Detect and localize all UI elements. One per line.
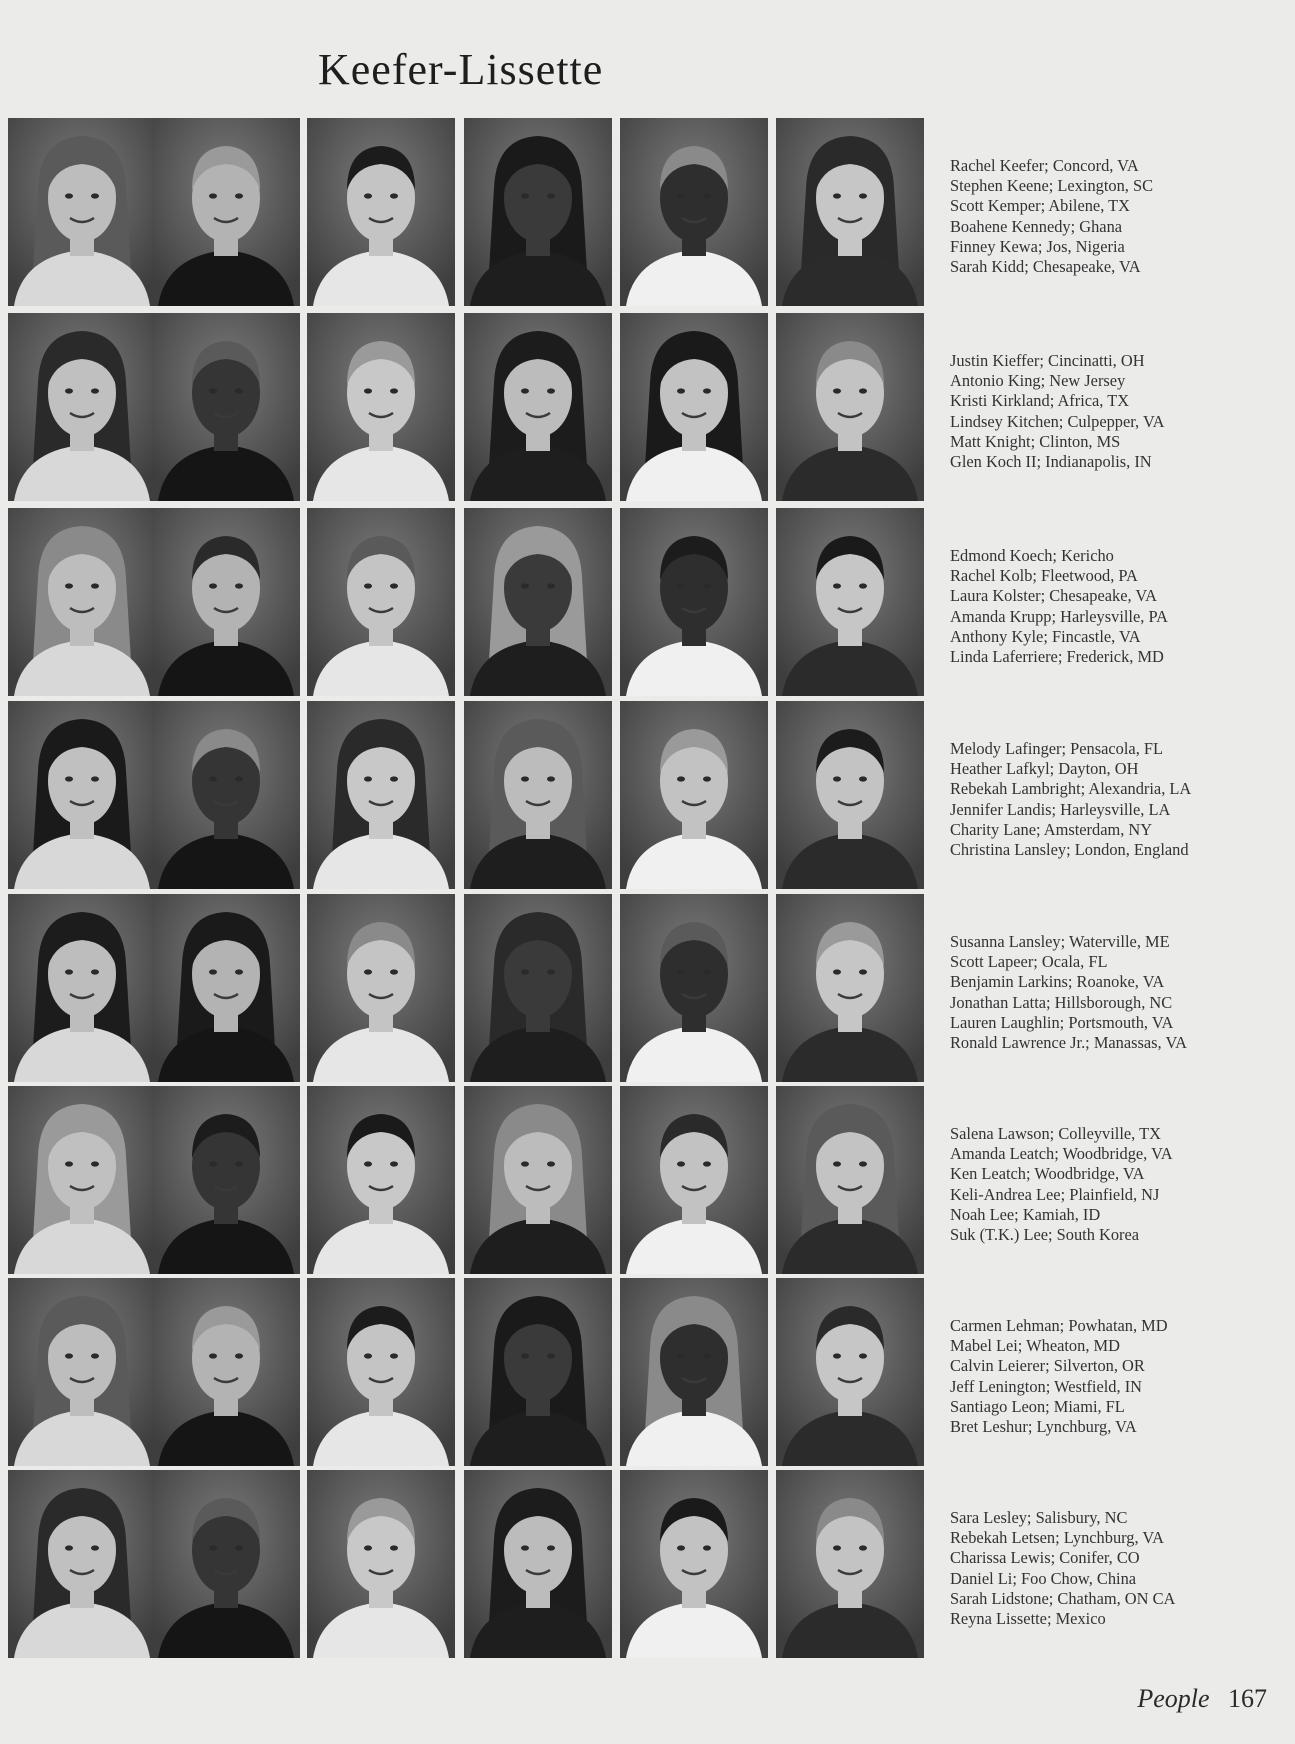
portrait-photo — [307, 894, 455, 1082]
portrait-row — [0, 508, 1295, 696]
caption-line: Rebekah Lambright; Alexandria, LA — [950, 779, 1192, 799]
caption-line: Lindsey Kitchen; Culpepper, VA — [950, 411, 1165, 431]
caption-line: Sarah Kidd; Chesapeake, VA — [950, 257, 1141, 277]
caption-line: Amanda Leatch; Woodbridge, VA — [950, 1144, 1173, 1164]
caption-block — [950, 932, 1187, 1053]
portrait-photo — [8, 1470, 156, 1658]
caption-block — [950, 1316, 1168, 1437]
portrait-photo — [152, 894, 300, 1082]
caption-line: Heather Lafkyl; Dayton, OH — [950, 759, 1139, 779]
portrait-photo — [152, 1086, 300, 1274]
portrait-photo — [620, 508, 768, 696]
portrait-photo — [8, 894, 156, 1082]
portrait-photo — [776, 1470, 924, 1658]
portrait-photo — [307, 1278, 455, 1466]
portrait-photo — [776, 313, 924, 501]
footer-section: People — [1137, 1684, 1210, 1713]
caption-block — [950, 546, 1168, 667]
portrait-photo — [8, 313, 156, 501]
portrait-photo — [307, 1086, 455, 1274]
caption-block — [950, 351, 1165, 472]
portrait-photo — [776, 1086, 924, 1274]
caption-line: Laura Kolster; Chesapeake, VA — [950, 586, 1157, 606]
portrait-photo — [152, 1278, 300, 1466]
portrait-photo — [307, 701, 455, 889]
portrait-photo — [464, 118, 612, 306]
caption-block — [950, 1508, 1175, 1629]
caption-line: Matt Knight; Clinton, MS — [950, 431, 1121, 451]
portrait-photo — [620, 1278, 768, 1466]
caption-block — [950, 1124, 1173, 1245]
portrait-photo — [464, 701, 612, 889]
caption-line: Susanna Lansley; Waterville, ME — [950, 932, 1170, 951]
portrait-row — [0, 894, 1295, 1082]
caption-line: Benjamin Larkins; Roanoke, VA — [950, 972, 1165, 992]
caption-line: Sara Lesley; Salisbury, NC — [950, 1508, 1128, 1527]
caption-line: Finney Kewa; Jos, Nigeria — [950, 236, 1125, 256]
caption-line: Noah Lee; Kamiah, ID — [950, 1204, 1101, 1224]
caption-line: Rachel Kolb; Fleetwood, PA — [950, 566, 1138, 586]
portrait-photo — [8, 508, 156, 696]
caption-line: Rebekah Letsen; Lynchburg, VA — [950, 1528, 1164, 1548]
caption-line: Antonio King; New Jersey — [950, 371, 1126, 391]
caption-line: Bret Leshur; Lynchburg, VA — [950, 1417, 1137, 1437]
portrait-photo — [620, 701, 768, 889]
caption-line: Anthony Kyle; Fincastle, VA — [950, 626, 1141, 646]
caption-line: Rachel Keefer; Concord, VA — [950, 156, 1139, 175]
caption-line: Justin Kieffer; Cincinatti, OH — [950, 351, 1145, 370]
caption-line: Sarah Lidstone; Chatham, ON CA — [950, 1588, 1176, 1608]
caption-line: Mabel Lei; Wheaton, MD — [950, 1336, 1120, 1356]
caption-line: Christina Lansley; London, England — [950, 840, 1189, 860]
portrait-photo — [776, 1278, 924, 1466]
caption-line: Glen Koch II; Indianapolis, IN — [950, 452, 1152, 472]
portrait-photo — [620, 313, 768, 501]
caption-line: Lauren Laughlin; Portsmouth, VA — [950, 1012, 1174, 1032]
caption-line: Ken Leatch; Woodbridge, VA — [950, 1164, 1145, 1184]
caption-line: Calvin Leierer; Silverton, OR — [950, 1356, 1145, 1376]
caption-line: Amanda Krupp; Harleysville, PA — [950, 606, 1168, 626]
caption-line: Jeff Lenington; Westfield, IN — [950, 1376, 1142, 1396]
portrait-photo — [464, 508, 612, 696]
page-title: Keefer-Lissette — [318, 45, 604, 94]
caption-line: Melody Lafinger; Pensacola, FL — [950, 739, 1164, 758]
portrait-row — [0, 1278, 1295, 1466]
caption-line: Scott Lapeer; Ocala, FL — [950, 952, 1108, 972]
caption-line: Boahene Kennedy; Ghana — [950, 216, 1123, 236]
portrait-photo — [776, 118, 924, 306]
portrait-row — [0, 313, 1295, 501]
caption-line: Santiago Leon; Miami, FL — [950, 1396, 1125, 1416]
caption-line: Linda Laferriere; Frederick, MD — [950, 647, 1164, 667]
caption-line: Jonathan Latta; Hillsborough, NC — [950, 992, 1173, 1012]
portrait-photo — [152, 1470, 300, 1658]
caption-line: Reyna Lissette; Mexico — [950, 1609, 1106, 1629]
caption-line: Carmen Lehman; Powhatan, MD — [950, 1316, 1168, 1335]
portrait-photo — [307, 1470, 455, 1658]
portrait-photo — [8, 1086, 156, 1274]
caption-block — [950, 739, 1191, 860]
portrait-photo — [307, 118, 455, 306]
portrait-photo — [152, 508, 300, 696]
page-number: 167 — [1228, 1684, 1267, 1713]
caption-line: Jennifer Landis; Harleysville, LA — [950, 799, 1171, 819]
portrait-photo — [8, 701, 156, 889]
portrait-photo — [152, 701, 300, 889]
portrait-photo — [620, 1086, 768, 1274]
caption-line: Suk (T.K.) Lee; South Korea — [950, 1225, 1140, 1245]
portrait-photo — [620, 1470, 768, 1658]
portrait-photo — [464, 313, 612, 501]
portrait-photo — [307, 313, 455, 501]
caption-line: Keli-Andrea Lee; Plainfield, NJ — [950, 1184, 1160, 1204]
portrait-photo — [307, 508, 455, 696]
portrait-photo — [8, 1278, 156, 1466]
caption-line: Charissa Lewis; Conifer, CO — [950, 1548, 1140, 1568]
caption-line: Scott Kemper; Abilene, TX — [950, 196, 1130, 216]
caption-line: Stephen Keene; Lexington, SC — [950, 176, 1154, 196]
portrait-photo — [152, 118, 300, 306]
portrait-row — [0, 1470, 1295, 1658]
portrait-photo — [776, 508, 924, 696]
portrait-photo — [464, 894, 612, 1082]
portrait-photo — [620, 118, 768, 306]
caption-block — [950, 156, 1153, 277]
page-footer — [1137, 1684, 1267, 1714]
portrait-photo — [8, 118, 156, 306]
portrait-row — [0, 118, 1295, 306]
caption-line: Kristi Kirkland; Africa, TX — [950, 391, 1130, 411]
portrait-row — [0, 701, 1295, 889]
portrait-photo — [152, 313, 300, 501]
portrait-photo — [776, 701, 924, 889]
caption-line: Edmond Koech; Kericho — [950, 546, 1114, 565]
caption-line: Salena Lawson; Colleyville, TX — [950, 1124, 1161, 1143]
portrait-photo — [464, 1470, 612, 1658]
caption-line: Charity Lane; Amsterdam, NY — [950, 819, 1153, 839]
portrait-photo — [464, 1278, 612, 1466]
portrait-row — [0, 1086, 1295, 1274]
caption-line: Ronald Lawrence Jr.; Manassas, VA — [950, 1033, 1188, 1053]
caption-line: Daniel Li; Foo Chow, China — [950, 1568, 1137, 1588]
portrait-photo — [620, 894, 768, 1082]
portrait-photo — [464, 1086, 612, 1274]
portrait-photo — [776, 894, 924, 1082]
